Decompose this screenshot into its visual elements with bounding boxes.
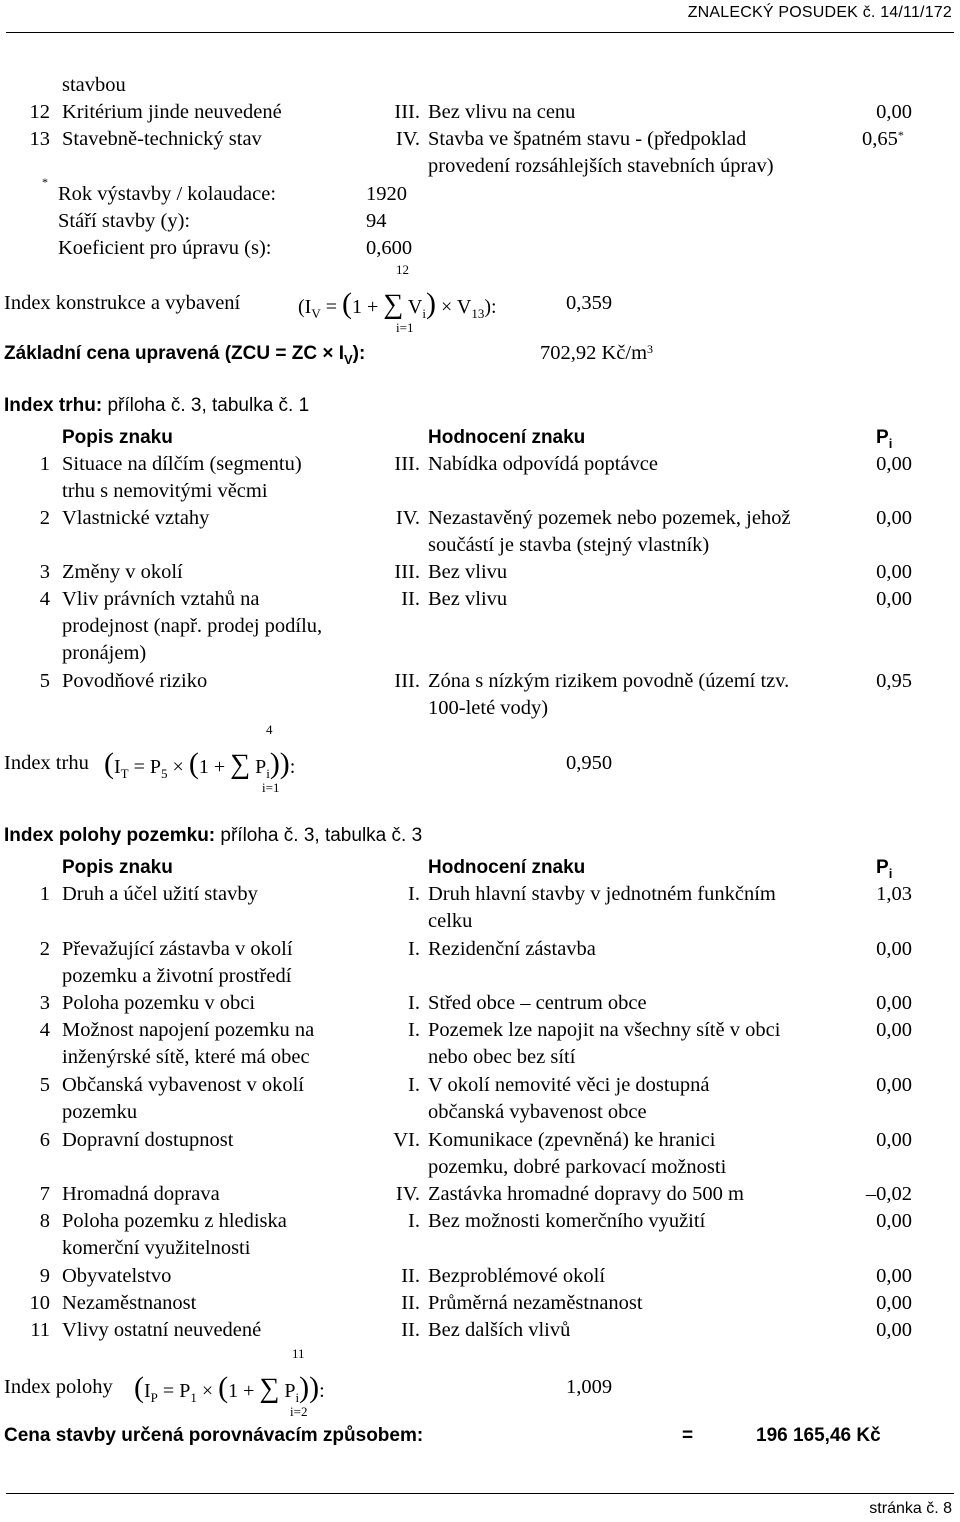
sum-upper-limit: 11 (292, 1346, 305, 1361)
sum-lower-limit: i=2 (290, 1404, 308, 1419)
page-number: stránka č. 8 (869, 1500, 952, 1517)
page-header-title: ZNALECKÝ POSUDEK č. 14/11/172 (687, 4, 952, 21)
footer-divider (6, 1493, 954, 1494)
sigma-symbol: ∑ (383, 289, 404, 320)
total-value: 196 165,46 Kč (756, 1425, 881, 1446)
sum-upper-limit: 4 (266, 722, 273, 737)
formula: ($I_T = P_5 \times (1$ + ∑ $P_i$)): (104, 747, 296, 781)
formula: ($I_V = (1$ + ∑ $V_i) \times V_{13}$): (298, 287, 497, 321)
continuation-text: stavbou (62, 74, 126, 96)
index-value: 0,950 (566, 752, 613, 774)
sum-lower-limit: i=1 (396, 320, 414, 335)
formula: ($I_P = P_1 \times (1$ + ∑ $P_i$)): (134, 1371, 325, 1405)
index-value: 1,009 (566, 1376, 613, 1398)
sigma-symbol: ∑ (259, 1373, 280, 1404)
section-title-poloha: Index polohy pozemku: příloha č. 3, tabulka č. 3 (4, 825, 423, 846)
sum-lower-limit: i=1 (262, 780, 280, 795)
header-divider (6, 32, 954, 33)
footnote-mark: * (42, 175, 48, 189)
index-value: 0,359 (566, 292, 613, 314)
sigma-symbol: ∑ (230, 749, 251, 780)
sum-upper-limit: 12 (396, 262, 409, 277)
section-title-trh: Index trhu: příloha č. 3, tabulka č. 1 (4, 395, 310, 416)
